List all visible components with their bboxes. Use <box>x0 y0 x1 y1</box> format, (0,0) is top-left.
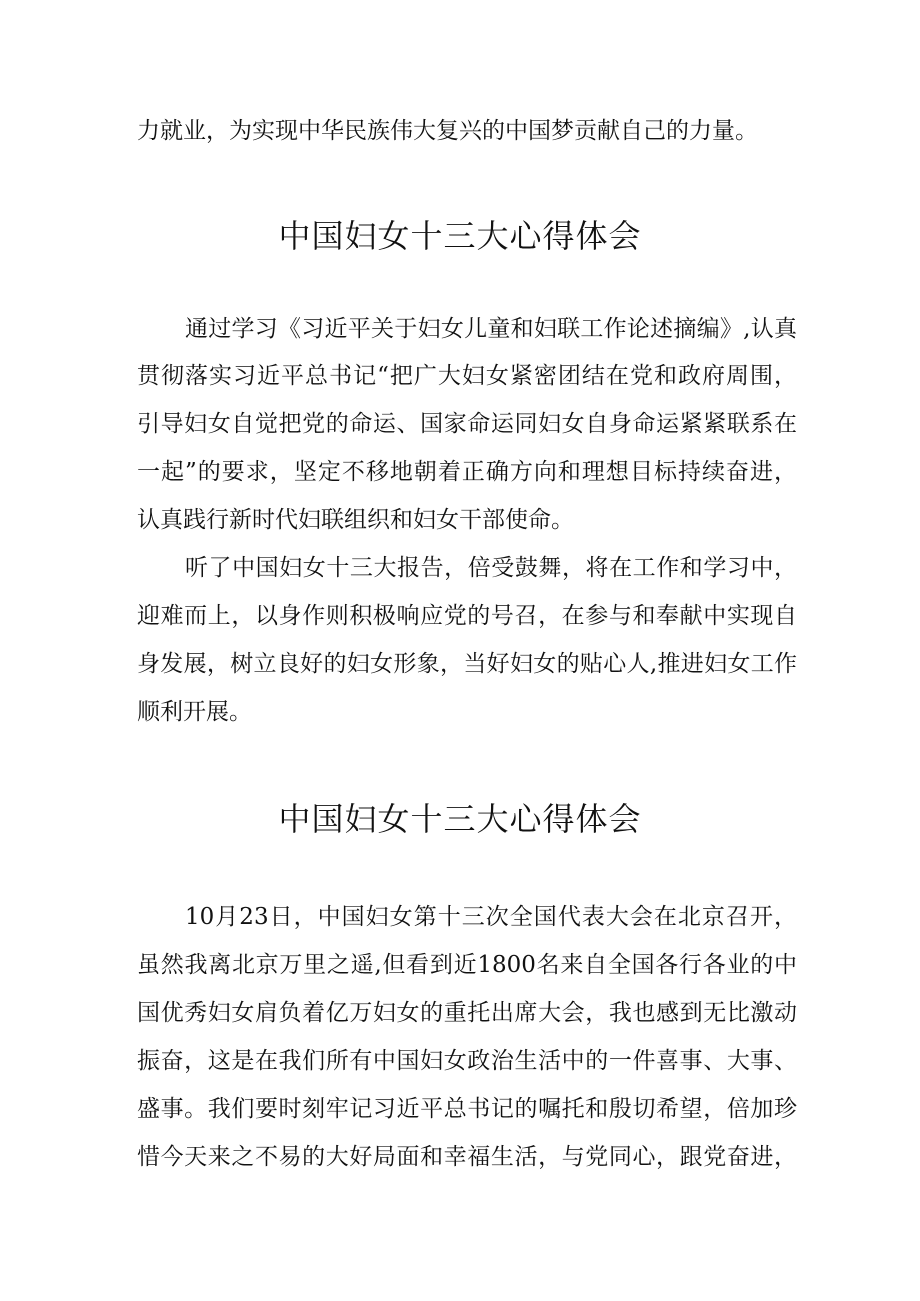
paragraph-line: 听了中国妇女十三大报告，倍受鼓舞，将在工作和学习中， <box>185 555 797 581</box>
paragraph-line: 一起”的要求，坚定不移地朝着正确方向和理想目标持续奋进， <box>137 459 797 485</box>
paragraph-line: 贯彻落实习近平总书记“把广大妇女紧密团结在党和政府周围， <box>137 363 797 389</box>
paragraph-line: 通过学习《习近平关于妇女儿童和妇联工作论述摘编》,认真 <box>185 316 797 342</box>
intro-line: 力就业，为实现中华民族伟大复兴的中国梦贡献自己的力量。 <box>137 118 758 144</box>
paragraph-line: 认真践行新时代妇联组织和妇女干部使命。 <box>137 507 574 533</box>
paragraph-line: 国优秀妇女肩负着亿万妇女的重托出席大会，我也感到无比激动 <box>137 1000 797 1026</box>
section-title: 中国妇女十三大心得体会 <box>278 800 642 838</box>
paragraph-line: 身发展，树立良好的妇女形象，当好妇女的贴心人,推进妇女工作 <box>137 651 797 677</box>
paragraph-line: 惜今天来之不易的大好局面和幸福生活，与党同心，跟党奋进， <box>137 1144 797 1170</box>
paragraph-line: 振奋，这是在我们所有中国妇女政治生活中的一件喜事、大事、 <box>137 1048 797 1074</box>
paragraph-line: 盛事。我们要时刻牢记习近平总书记的嘱托和殷切希望，倍加珍 <box>137 1096 797 1122</box>
paragraph-line: 顺利开展。 <box>137 699 252 725</box>
paragraph-line: 引导妇女自觉把党的命运、国家命运同妇女自身命运紧紧联系在 <box>137 411 797 437</box>
section-title: 中国妇女十三大心得体会 <box>278 217 642 255</box>
paragraph-line: 迎难而上，以身作则积极响应党的号召，在参与和奉献中实现自 <box>137 603 797 629</box>
paragraph-line: 虽然我离北京万里之遥,但看到近1800名来自全国各行各业的中 <box>137 952 797 978</box>
paragraph-line: 10月23日，中国妇女第十三次全国代表大会在北京召开， <box>185 904 797 930</box>
